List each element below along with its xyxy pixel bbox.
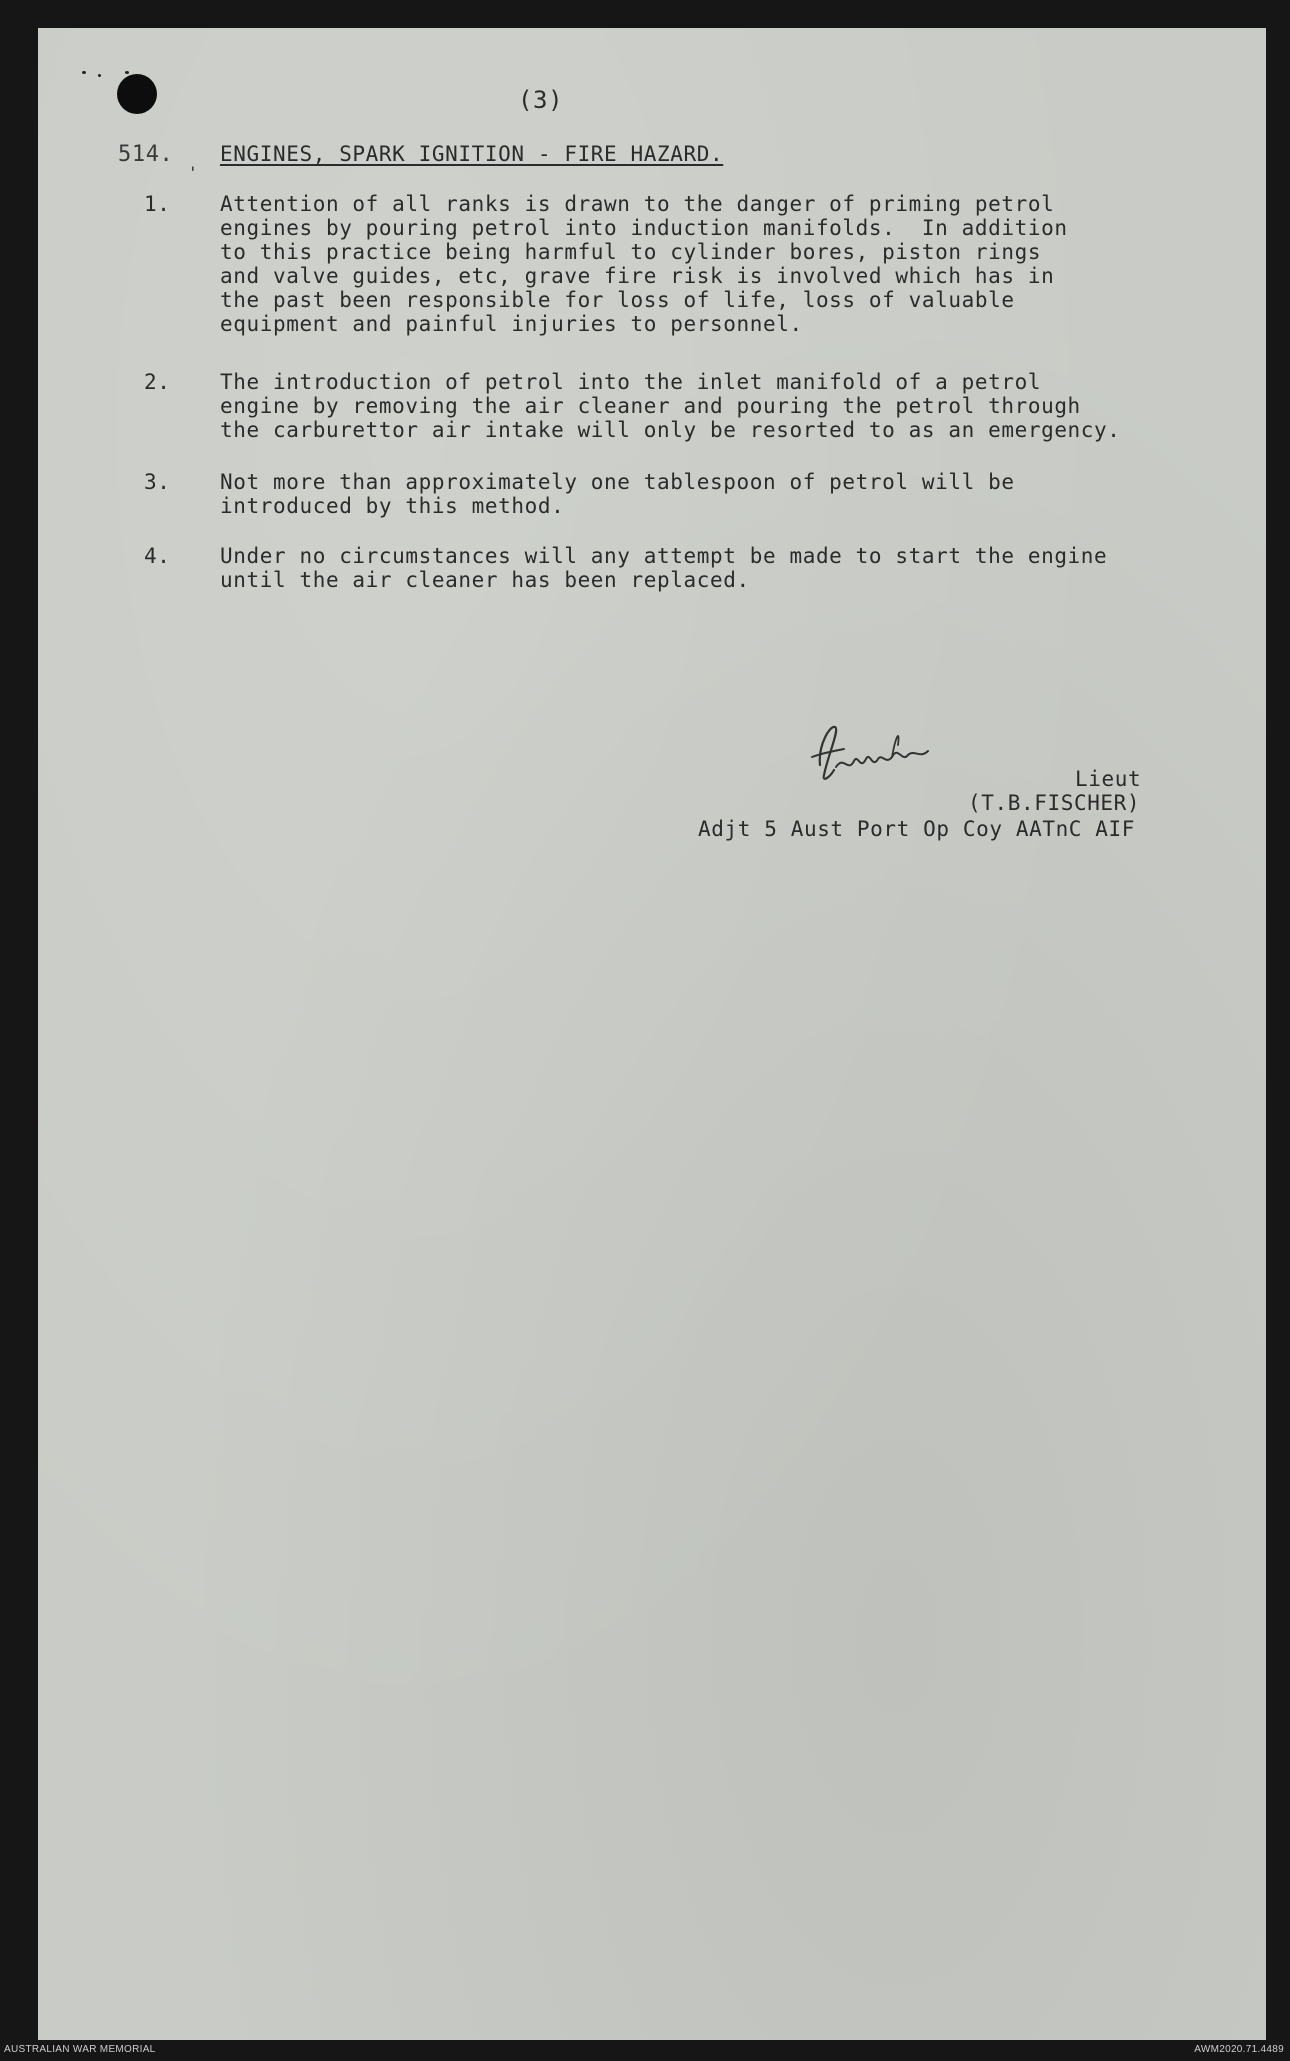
archive-credit: AUSTRALIAN WAR MEMORIAL: [4, 2044, 156, 2055]
ink-speck: [98, 74, 101, 77]
paragraph-4-line-2: until the air cleaner has been replaced.: [220, 568, 750, 592]
paragraph-3-line-2: introduced by this method.: [220, 494, 565, 518]
paragraph-2-number: 2.: [144, 370, 171, 394]
paragraph-1-line-4: and valve guides, etc, grave fire risk is involved which has in: [220, 264, 1055, 288]
ink-speck: [82, 71, 86, 74]
signatory-name: (T.B.FISCHER): [968, 791, 1141, 815]
handwritten-signature: [800, 715, 960, 795]
signatory-rank: Lieut: [1075, 767, 1142, 791]
paragraph-2-line-2: engine by removing the air cleaner and pouring the petrol through: [220, 394, 1081, 418]
punch-hole: [117, 74, 157, 114]
section-heading: ENGINES, SPARK IGNITION - FIRE HAZARD.: [220, 142, 724, 166]
page-number: (3): [518, 86, 564, 114]
ink-speck: [125, 71, 129, 74]
paragraph-2-line-3: the carburettor air intake will only be resorted to as an emergency.: [220, 418, 1121, 442]
paragraph-4-line-1: Under no circumstances will any attempt be made to start the engine: [220, 544, 1108, 568]
item-number: 514.: [118, 142, 174, 167]
margin-mark: ': [188, 163, 199, 182]
paragraph-2-line-1: The introduction of petrol into the inlet manifold of a petrol: [220, 370, 1042, 394]
paragraph-1-line-1: Attention of all ranks is drawn to the danger of priming petrol: [220, 192, 1055, 216]
paragraph-1-line-2: engines by pouring petrol into induction manifolds. In addition: [220, 216, 1068, 240]
signatory-appointment: Adjt 5 Aust Port Op Coy AATnC AIF: [698, 817, 1136, 841]
paragraph-1-line-3: to this practice being harmful to cylinder bores, piston rings: [220, 240, 1042, 264]
paragraph-1-line-5: the past been responsible for loss of life, loss of valuable: [220, 288, 1015, 312]
archive-reference: AWM2020.71.4489: [1194, 2044, 1284, 2055]
paragraph-1-line-6: equipment and painful injuries to personnel.: [220, 312, 803, 336]
paragraph-3-number: 3.: [144, 470, 171, 494]
paragraph-3-line-1: Not more than approximately one tablespoon of petrol will be: [220, 470, 1015, 494]
paragraph-4-number: 4.: [144, 544, 171, 568]
paragraph-1-number: 1.: [144, 192, 171, 216]
